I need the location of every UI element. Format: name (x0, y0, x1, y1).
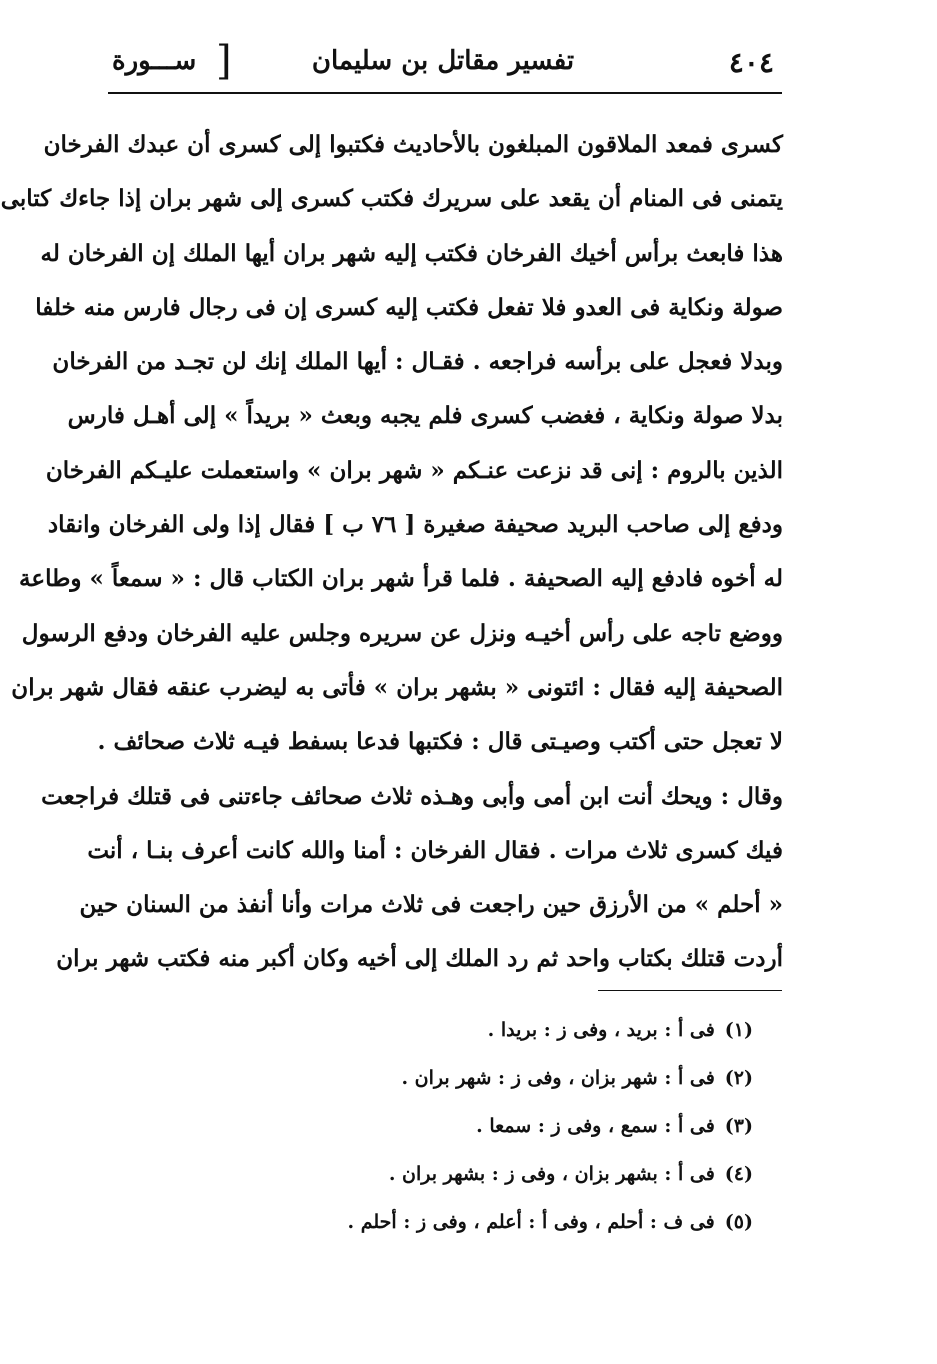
footnote (193, 1054, 753, 1102)
footnote (193, 1102, 753, 1150)
main-text (0, 118, 783, 987)
footnote-text: فى أ : شهر بزان ، وفى ز : شهر بران . (401, 1067, 715, 1089)
footnote-number: (١) (724, 1019, 753, 1041)
text-line: كسرى فمعد الملاقون المبلغون بالأحاديث فكتبوا إلى كسرى أن عبدك الفرخان (43, 131, 783, 158)
running-header (108, 36, 778, 92)
book-title: تفسير مقاتل بن سليمان (311, 46, 575, 76)
text-line: وقال : ويحك أنت ابن أمى وأبى وهـذه ثلاث صحائف جاءتنى فى قتلك فراجعت (41, 782, 783, 810)
text-line: له أخوه فادفع إليه الصحيفة . فلما قرأ شهر بران الكتاب قال : « سمعاً » وطاعة (19, 565, 783, 593)
surah-label: ســـورة (112, 46, 197, 76)
footnote-number: (٥) (724, 1211, 753, 1233)
text-line: « أحلم » من الأرزق حين راجعت فى ثلاث مرات وأنا أنفذ من السنان حين (79, 891, 783, 919)
footnote (193, 1150, 753, 1198)
text-line: ودفع إلى صاحب البريد صحيفة صغيرة [ ٧٦ ب ] فقال إذا ولى الفرخان وانقاد (47, 511, 783, 539)
text-line: لا تعجل حتى أكتب وصيـتى قال : فكتبها فدعا بسفط فيـه ثلاث صحائف . (97, 728, 783, 756)
header-rule (108, 92, 782, 94)
text-line: الصحيفة إليه فقال : ائتونى « بشهر بران » فأتى به ليضرب عنقه فقال شهر بران (11, 673, 783, 701)
footnote-number: (٢) (724, 1067, 753, 1089)
text-line: هذا فابعث برأس أخيك الفرخان فكتب إليه شهر بران أيها الملك إن الفرخان له (40, 239, 783, 267)
text-line: صولة ونكاية فى العدو فلا تفعل فكتب إليه كسرى إن فى رجال فارس منه خلفا (35, 293, 783, 321)
footnote-number: (٤) (724, 1163, 753, 1185)
footnote (193, 1198, 753, 1246)
footnote-text: فى أ : بشهر بزان ، وفى ز : بشهر بران . (388, 1163, 715, 1185)
text-line: أردت قتلك بكتاب واحد ثم رد الملك إلى أخيه وكان أكبر منه فكتب شهر بران (56, 945, 783, 973)
footnote-number: (٣) (724, 1115, 753, 1137)
header-bracket: ] (216, 38, 232, 84)
text-line: بدلا صولة ونكاية ، فغضب كسرى فلم يجبه وبعث « بريداً » إلى أهـل فارس (67, 402, 783, 430)
text-line: وبدلا فعجل على برأسه فراجعه . فقـال : أيها الملك إنك لن تجـد من الفرخان (52, 348, 783, 376)
footnote-rule (598, 990, 782, 991)
footnote (193, 1006, 753, 1054)
footnote-text: فى أ : بريد ، وفى ز : بريدا . (487, 1019, 715, 1041)
footnote-text: فى أ : سمع ، وفى ز : سمعا . (476, 1115, 715, 1137)
footnote-text: فى ف : أحلم ، وفى أ : أعلم ، وفى ز : أحلم . (347, 1211, 715, 1233)
page-number: ٤٠٤ (728, 46, 774, 79)
text-line: يتمنى فى المنام أن يقعد على سريرك فكتب كسرى إلى شهر بران إذا جاءك كتابى (0, 185, 783, 213)
text-line: ووضع تاجه على رأس أخيـه ونزل عن سريره وجلس عليه الفرخان ودفع الرسول (21, 619, 783, 647)
text-line: فيك كسرى ثلاث مرات . فقال الفرخان : أمنا والله كانت أعرف بنـا ، أنت (87, 836, 783, 864)
footnotes (193, 1006, 753, 1246)
text-line: الذين بالروم : إنى قد نزعت عنـكم « شهر بران » واستعملت عليـكم الفرخان (45, 456, 783, 484)
